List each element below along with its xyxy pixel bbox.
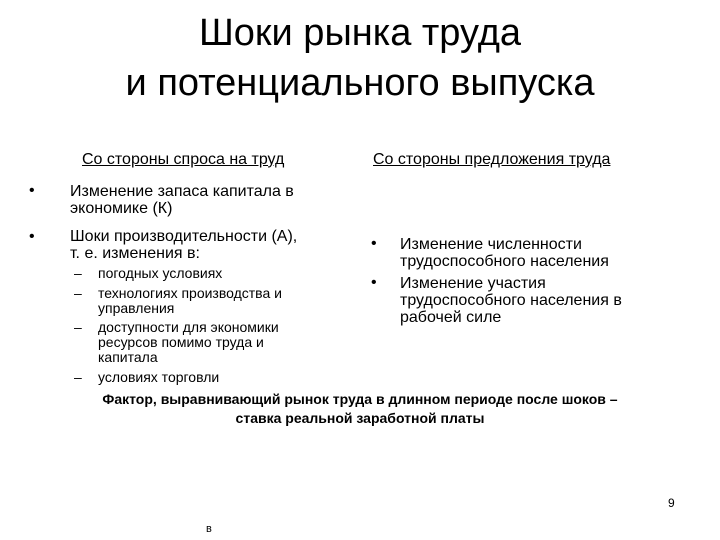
sub-item-2: [98, 286, 282, 316]
sub-item-3-marker: –: [74, 319, 82, 335]
demand-bullet-2-line-2: т. е. изменения в:: [70, 245, 200, 262]
factor-statement-line-2: ставка реальной заработной платы: [235, 410, 485, 426]
slide-title-line-2: и потенциального выпуска: [125, 62, 595, 104]
sub-item-4-line-1: условиях торговли: [98, 369, 220, 385]
demand-bullet-2: [70, 228, 297, 262]
sub-item-1: [98, 266, 222, 281]
demand-bullet-1-marker: •: [29, 182, 35, 199]
sub-item-3: [98, 320, 279, 365]
supply-bullet-1-line-2: трудоспособного населения: [400, 253, 609, 270]
supply-bullet-2: [400, 275, 622, 326]
demand-bullet-1: [70, 183, 294, 217]
sub-item-3-line-3: капитала: [98, 349, 158, 365]
sub-item-4-marker: –: [74, 369, 82, 385]
sub-item-3-line-1: доступности для экономики: [98, 319, 279, 335]
sub-item-2-marker: –: [74, 285, 82, 301]
sub-item-1-marker: –: [74, 265, 82, 281]
slide-title-line-1: Шоки рынка труда: [198, 12, 522, 54]
demand-heading: Со стороны спроса на труд: [82, 151, 285, 168]
factor-statement-line-1: Фактор, выравнивающий рынок труда в длинном периоде после шоков –: [102, 391, 618, 407]
sub-item-2-line-2: управления: [98, 300, 175, 316]
supply-bullet-1-marker: •: [371, 235, 377, 252]
supply-heading: Со стороны предложения труда: [373, 151, 611, 168]
sub-item-2-line-1: технологиях производства и: [98, 285, 282, 301]
page-number: 9: [668, 496, 675, 510]
demand-bullet-1-line-2: экономике (К): [70, 200, 173, 217]
supply-bullet-2-line-1: Изменение участия: [400, 275, 546, 292]
sub-item-4: [98, 370, 219, 385]
demand-bullet-1-line-1: Изменение запаса капитала в: [70, 183, 294, 200]
demand-bullet-2-line-1: Шоки производительности (А),: [70, 228, 298, 245]
supply-bullet-1: [400, 236, 609, 270]
demand-bullet-2-marker: •: [29, 228, 35, 245]
supply-bullet-2-line-2: трудоспособного населения в: [400, 292, 622, 309]
supply-bullet-1-line-1: Изменение численности: [400, 236, 582, 253]
supply-bullet-2-marker: •: [371, 274, 377, 291]
supply-bullet-2-line-3: рабочей силе: [400, 309, 502, 326]
sub-item-1-line-1: погодных условиях: [98, 265, 223, 281]
sub-item-3-line-2: ресурсов помимо труда и: [98, 334, 264, 350]
footer-mark: в: [206, 523, 212, 535]
